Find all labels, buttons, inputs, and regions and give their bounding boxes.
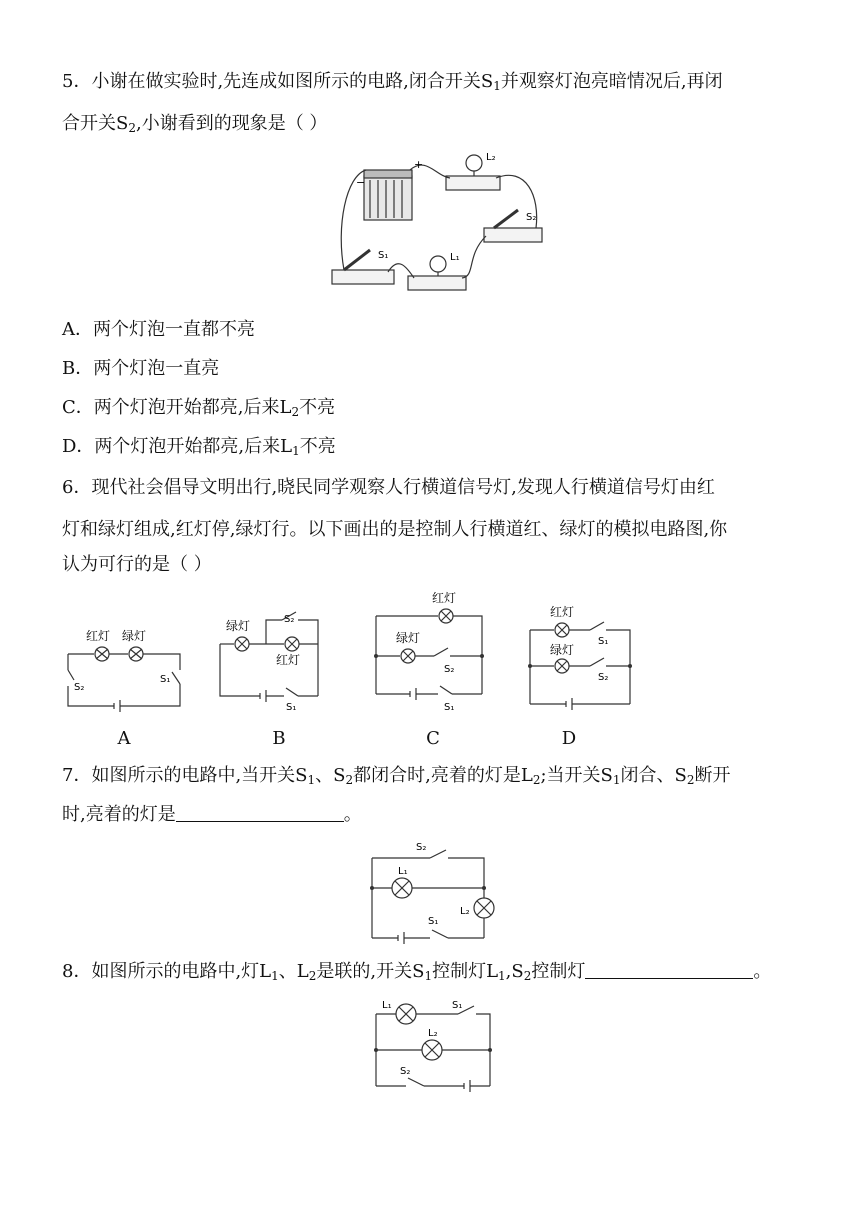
q8-sub: 2 xyxy=(308,969,317,983)
q5-option-b[interactable]: B．两个灯泡一直亮 xyxy=(62,358,220,379)
q5-line-2 xyxy=(62,112,327,136)
q7-sub: 1 xyxy=(612,773,621,787)
q6-circuit-b xyxy=(214,602,330,714)
s1-label: S₁ xyxy=(160,674,171,685)
s1-label: S₁ xyxy=(444,702,455,713)
q7-text: 、S xyxy=(315,765,346,786)
q8-text: 是联的,开关S xyxy=(316,961,425,982)
q7-sub: 2 xyxy=(345,773,354,787)
s2-label: S₂ xyxy=(416,842,427,853)
option-text: 不亮 xyxy=(299,397,336,418)
q7-answer-blank[interactable] xyxy=(176,803,344,822)
q5-option-a[interactable]: A．两个灯泡一直都不亮 xyxy=(62,319,255,340)
q8-text: 、L xyxy=(278,961,309,982)
s1-label: S₁ xyxy=(378,250,389,261)
s1-label: S₁ xyxy=(598,636,609,647)
s2-label: S₂ xyxy=(400,1066,411,1077)
q7-text: 断开 xyxy=(694,765,731,786)
battery-minus-label: − xyxy=(356,176,366,189)
q8-sub: 1 xyxy=(498,969,506,983)
q8-line xyxy=(62,960,771,984)
q8-sub: 1 xyxy=(271,969,279,983)
q6-caption-c[interactable]: C xyxy=(426,728,440,749)
green-lamp-label: 绿灯 xyxy=(550,643,575,657)
q7-text: 闭合、S xyxy=(620,765,687,786)
q7-text: 。 xyxy=(343,804,362,825)
s1-label: S₁ xyxy=(286,702,297,713)
q7-text: ;当开关S xyxy=(540,765,613,786)
junction-dot xyxy=(628,664,632,668)
q8-sub: 2 xyxy=(523,969,532,983)
q7-text: 时,亮着的灯是 xyxy=(62,804,176,825)
green-lamp-label: 绿灯 xyxy=(122,629,147,643)
l1-label: L₁ xyxy=(382,1000,392,1011)
q5-text: 5．小谢在做实验时,先连成如图所示的电路,闭合开关S xyxy=(62,71,494,92)
q8-text: 。 xyxy=(753,961,772,982)
q8-circuit-figure xyxy=(366,994,502,1092)
q6-caption-b[interactable]: B xyxy=(272,728,286,749)
q6-line-1: 6．现代社会倡导文明出行,晓民同学观察人行横道信号灯,发现人行横道信号灯由红 xyxy=(62,477,715,498)
q5-sub: 1 xyxy=(493,79,501,93)
q8-sub: 1 xyxy=(424,969,433,983)
q7-sub: 2 xyxy=(532,773,541,787)
q6-circuit-d xyxy=(524,600,640,712)
q7-sub: 2 xyxy=(686,773,695,787)
q5-option-c[interactable] xyxy=(62,396,335,420)
red-lamp-label: 红灯 xyxy=(86,629,111,643)
q8-text: 控制灯L xyxy=(432,961,499,982)
q7-line-2 xyxy=(62,803,362,827)
red-lamp-label: 红灯 xyxy=(276,653,301,667)
battery-plus-label: + xyxy=(414,158,424,171)
green-lamp-label: 绿灯 xyxy=(226,619,251,633)
red-lamp-label: 红灯 xyxy=(550,605,575,619)
l1-label: L₁ xyxy=(398,866,408,877)
q7-text: 都闭合时,亮着的灯是L xyxy=(353,765,533,786)
l2-label: L₂ xyxy=(428,1028,438,1039)
junction-dot xyxy=(488,1048,492,1052)
l2-label: L₂ xyxy=(460,906,470,917)
q7-circuit-figure xyxy=(364,838,500,944)
q8-text: ,S xyxy=(505,961,524,982)
q7-line-1 xyxy=(62,764,731,788)
red-lamp-label: 红灯 xyxy=(432,591,457,605)
q5-text: ,小谢看到的现象是（ ） xyxy=(135,113,328,134)
s2-label: S₂ xyxy=(284,614,295,625)
l1-label: L₁ xyxy=(450,252,460,263)
junction-dot xyxy=(528,664,532,668)
s2-label: S₂ xyxy=(598,672,609,683)
s2-label: S₂ xyxy=(526,212,537,223)
junction-dot xyxy=(374,1048,378,1052)
option-text: C．两个灯泡开始都亮,后来L xyxy=(62,397,292,418)
junction-dot xyxy=(480,654,484,658)
q8-answer-blank[interactable] xyxy=(585,960,753,979)
q5-circuit-figure xyxy=(326,146,548,292)
q6-caption-d[interactable]: D xyxy=(561,728,577,749)
junction-dot xyxy=(370,886,374,890)
l2-label: L₂ xyxy=(486,152,496,163)
s2-label: S₂ xyxy=(74,682,85,693)
green-lamp-label: 绿灯 xyxy=(396,631,421,645)
option-sub: 2 xyxy=(291,405,300,419)
q7-text: 7．如图所示的电路中,当开关S xyxy=(62,765,308,786)
q6-caption-a[interactable]: A xyxy=(117,728,131,749)
q5-sub: 2 xyxy=(128,121,136,135)
option-sub: 1 xyxy=(292,444,300,458)
q6-circuit-a xyxy=(62,618,192,718)
q7-sub: 1 xyxy=(307,773,316,787)
q5-option-d[interactable] xyxy=(62,435,336,459)
s1-label: S₁ xyxy=(428,916,439,927)
q5-text: 合开关S xyxy=(62,113,129,134)
q6-line-3: 认为可行的是（ ） xyxy=(62,554,212,575)
q5-line-1 xyxy=(62,70,723,94)
s2-label: S₂ xyxy=(444,664,455,675)
junction-dot xyxy=(482,886,486,890)
q6-circuit-c xyxy=(368,588,488,718)
q8-text: 8．如图所示的电路中,灯L xyxy=(62,961,272,982)
q6-line-2: 灯和绿灯组成,红灯停,绿灯行。以下画出的是控制人行横道红、绿灯的模拟电路图,你 xyxy=(62,519,728,540)
s1-label: S₁ xyxy=(452,1000,463,1011)
option-text: D．两个灯泡开始都亮,后来L xyxy=(62,436,293,457)
q5-text: 并观察灯泡亮暗情况后,再闭 xyxy=(500,71,723,92)
q8-text: 控制灯 xyxy=(531,961,586,982)
junction-dot xyxy=(374,654,378,658)
option-text: 不亮 xyxy=(299,436,336,457)
